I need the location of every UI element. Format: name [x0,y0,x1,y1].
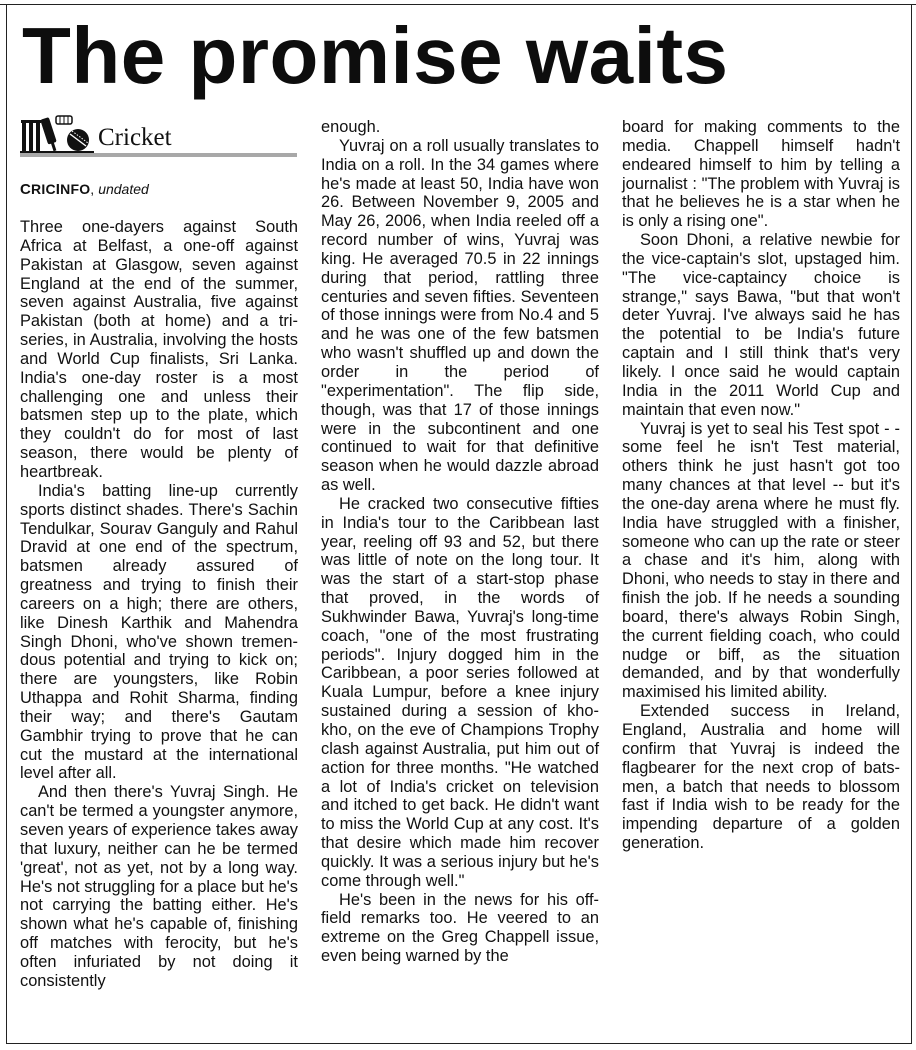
left-border-rule [6,4,7,1044]
paragraph: Three one-dayers against South Africa at Belfast, a one-off against Pakistan at Glasgow, seven against England at the end of the summer, seven against Australia, five against Pakistan (both at home) and a tri-series, in Australia, involving the hosts and World Cup finalists, Sri Lanka. India's one-day roster is a most challenging one and unless their batsmen step up to the plate, which they couldn't do for most of last season, there would be plenty of heartbreak. [20,218,298,481]
paragraph: board for making comments to the media. Chappell himself hadn't endeared himself to him by telling a journalist : "The problem with Yuvraj is that he believes he is a star when he is only a rising one". [622,118,900,231]
right-border-rule [911,4,912,1044]
article-headline: The promise waits [22,11,729,100]
paragraph: He's been in the news for his off-field remarks too. He veered to an extreme on the Greg Chappell issue, even being warned by the [321,890,599,966]
byline [20,180,149,199]
section-label: Cricket [98,124,172,151]
paragraph: India's batting line-up currently sports distinct shades. There's Sachin Tendulkar, Sourav Ganguly and Rahul Dravid at one end of the spectrum, batsmen already assured of greatness and trying to finish their careers on a high; there are others, like Dinesh Karthik and Mahendra Singh Dhoni, who've shown tremendous potential and trying to kick on; there are youngsters, like Robin Uthappa and Rohit Sharma, finding their way; and there's Gautam Gambhir trying to prove that he can cut the mustard at the international level after all. [20,481,298,783]
cricket-bat-ball-stumps-icon [20,114,94,154]
paragraph: He cracked two consecutive fifties in India's tour to the Caribbean last year, reeling off 93 and 52, but there was little of note on the long tour. It was the start of a start-stop phase that proved, in the words of Sukhwinder Bawa, Yuvraj's long-time coach, "one of the most frustrating periods". Injury dogged him in the Caribbean, a poor series followed at Kuala Lumpur, before a knee injury sustained during a session of kho-kho, on the eve of Champions Trophy clash against Australia, put him out of action for three months. "He watched a lot of India's cricket on television and itched to get back. He didn't want to miss the World Cup at any cost. It's that desire which made him recover quickly. It was a serious injury but he's come through well." [321,494,599,890]
bottom-border-rule [6,1043,912,1044]
byline-source: CRICINFO [20,181,91,198]
paragraph: Extended success in Ireland, England, Australia and home will confirm that Yuvraj is indeed the flagbearer for the next crop of batsmen, a batch that needs to blossom fast if India wish to be ready for the impending departure of a golden generation. [622,702,900,853]
byline-separator: , [90,181,95,197]
paragraph: And then there's Yuvraj Singh. He can't be termed a youngster anymore, seven years of experience takes away that luxury, neither can he be termed 'great', not as yet, not by a long way. He's not struggling for a place but he's not carrying the batting either. He's shown what he's capable of, finishing off matches with ferocity, but he's often infuriated by not doing it consistently [20,783,298,990]
paragraph: enough. [321,118,381,136]
article-column-1 [20,218,298,991]
section-underline-bar [20,153,297,157]
paragraph: Yuvraj on a roll usually translates to India on a roll. In the 34 games where he's made at least 50, India have won 26. Between November 9, 2005 and May 26, 2006, when India reeled off a record number of wins, Yuvraj was king. He averaged 70.5 in 22 innings during that period, rattling three centuries and seven fifties. Seventeen of those innings were from No.4 and 5 and he was one of the few batsmen who wasn't shuffled up and down the order in the period of "experimentation". The flip side, though, was that 17 of those innings were in the subcontinent and one continued to wait for that definitive season when he would dazzle abroad as well. [321,136,599,495]
top-border-rule [0,4,916,5]
byline-date: undated [98,181,149,197]
article-column-3 [622,118,900,853]
article-column-2 [321,118,599,966]
paragraph: Yuvraj is yet to seal his Test spot - - some feel he isn't Test material, others think he just hasn't got too many chances at that level -- but it's the one-day arena where he must fly. India have struggled with a finisher, someone who can up the rate or steer a chase and it's him, along with Dhoni, who needs to stay in there and finish the job. If he needs a sounding board, there's always Robin Singh, the current fielding coach, who could nudge or biff, as the situation demanded, and by that wonderfully maximised his limited ability. [622,419,900,702]
paragraph: Soon Dhoni, a relative newbie for the vice-captain's slot, upstaged him. "The vice-captaincy choice is strange," says Bawa, "but that won't deter Yuvraj. I've always said he has the potential to be India's future captain and I still think that's very likely. I once said he would captain India in the 2011 World Cup and maintain that even now." [622,231,900,419]
section-tag [20,114,297,158]
